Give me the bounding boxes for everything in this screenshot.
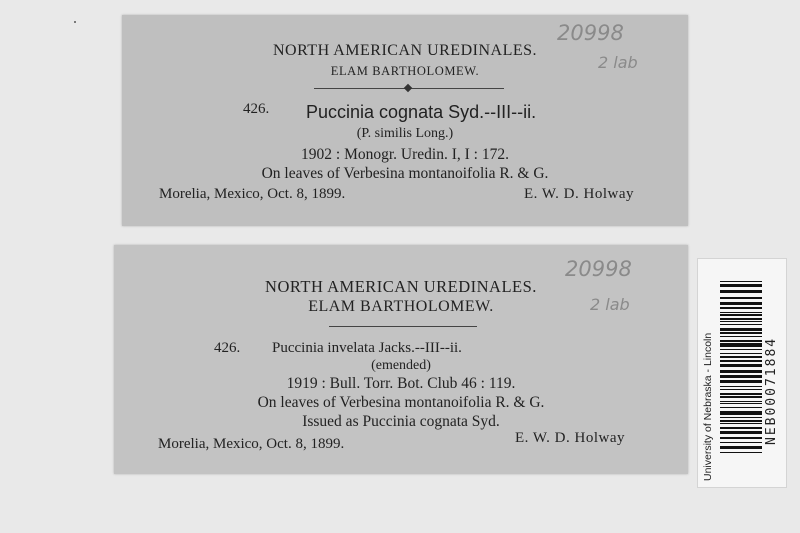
barcode-bar <box>720 380 762 383</box>
handwritten-accession-number: 20998 <box>557 21 624 45</box>
barcode-bar <box>720 284 762 287</box>
barcode-bar <box>720 297 762 299</box>
barcode-bar <box>720 431 762 434</box>
diamond-ornament-icon <box>404 84 412 92</box>
barcode-bar <box>720 386 762 387</box>
institution-name: University of Nebraska - Lincoln <box>702 332 714 481</box>
barcode-bar <box>720 360 762 362</box>
specimen-dot <box>74 21 76 23</box>
handwritten-accession-number: 20998 <box>565 257 632 281</box>
synonym: (P. similis Long.) <box>356 126 454 141</box>
barcode-bar <box>720 307 762 309</box>
barcode-bar <box>720 332 762 334</box>
handwritten-note: 2 lab <box>598 53 638 72</box>
barcode-bar <box>720 328 762 331</box>
barcode-bar <box>720 452 762 453</box>
barcode-bar <box>720 403 762 404</box>
barcode-bar <box>720 336 762 337</box>
barcode-number: NEB00071884 <box>764 336 779 445</box>
barcode-bar <box>720 407 762 408</box>
barcode-bar <box>720 411 762 415</box>
literature-reference: 1919 : Bull. Torr. Bot. Club 46 : 119. <box>286 375 516 392</box>
barcode-bar <box>720 343 762 347</box>
barcode-bar <box>720 314 762 316</box>
barcode-bar <box>720 393 762 395</box>
collector-name: E. W. D. Holway <box>515 430 625 446</box>
barcode-bar <box>720 364 762 367</box>
divider-rule <box>329 326 477 327</box>
species-name: Puccinia cognata Syd.--III--ii. <box>306 102 537 122</box>
barcode-bar <box>720 375 762 378</box>
barcode-bar <box>720 356 762 358</box>
barcode-bar <box>720 302 762 305</box>
barcode-bar <box>720 281 762 282</box>
host-plant: On leaves of Verbesina montanoifolia R. & G. <box>261 165 549 182</box>
distributor-name: ELAM BARTHOLOMEW. <box>330 64 480 78</box>
species-name: Puccinia invelata Jacks.--III--ii. <box>272 340 462 356</box>
collector-name: E. W. D. Holway <box>524 186 634 202</box>
barcode-bar <box>720 353 762 354</box>
exsiccata-number: 426. <box>214 340 241 356</box>
locality-date: Morelia, Mexico, Oct. 8, 1899. <box>159 186 346 202</box>
series-title: NORTH AMERICAN UREDINALES. <box>265 277 537 296</box>
barcode-bar <box>720 370 762 373</box>
distributor-name: ELAM BARTHOLOMEW. <box>308 298 494 315</box>
host-plant: On leaves of Verbesina montanoifolia R. & G. <box>257 394 545 411</box>
issued-as-note: Issued as Puccinia cognata Syd. <box>302 413 500 430</box>
locality-date: Morelia, Mexico, Oct. 8, 1899. <box>158 436 345 452</box>
herbarium-label-bottom <box>114 245 688 474</box>
handwritten-note: 2 lab <box>590 295 630 314</box>
barcode-bar <box>720 437 762 439</box>
barcode-icon <box>720 281 762 453</box>
barcode-bar <box>720 427 762 429</box>
series-title: NORTH AMERICAN UREDINALES. <box>272 42 538 59</box>
barcode-bar <box>720 417 762 418</box>
barcode-bar <box>720 442 762 443</box>
exsiccata-number: 426. <box>243 101 270 117</box>
barcode-bar <box>720 340 762 342</box>
barcode-bar <box>720 446 762 449</box>
herbarium-label-top <box>122 15 688 226</box>
literature-reference: 1902 : Monogr. Uredin. I, I : 172. <box>301 146 509 163</box>
barcode-card <box>697 258 787 488</box>
barcode-bar <box>720 349 762 350</box>
barcode-bar <box>720 423 762 424</box>
barcode-bar <box>720 420 762 422</box>
barcode-bar <box>720 312 762 313</box>
emended-note: (emended) <box>371 358 431 373</box>
barcode-bar <box>720 401 762 402</box>
barcode-bar <box>720 290 762 293</box>
barcode-bar <box>720 389 762 390</box>
barcode-bar <box>720 321 762 322</box>
barcode-bar <box>720 318 762 320</box>
barcode-bar <box>720 324 762 325</box>
barcode-bar <box>720 396 762 398</box>
